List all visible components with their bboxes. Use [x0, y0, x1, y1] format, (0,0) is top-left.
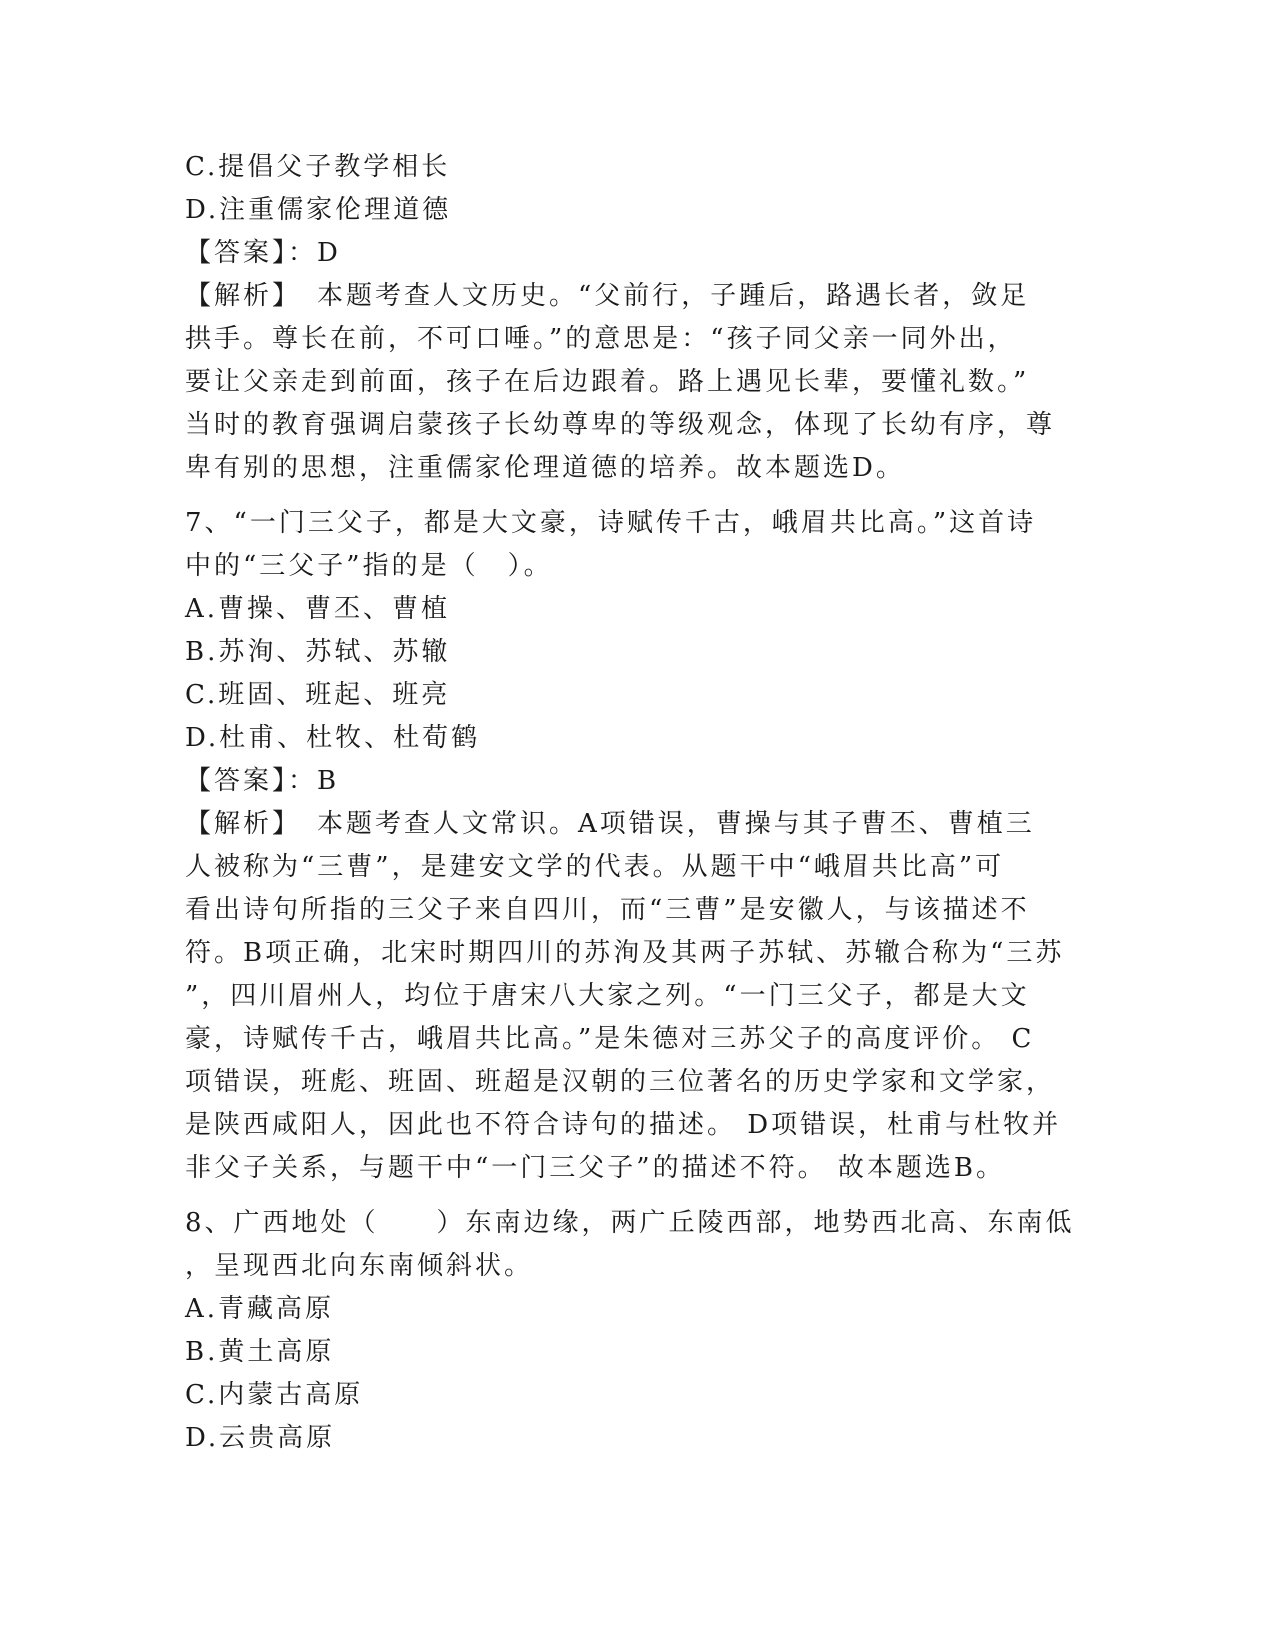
- option-b: B.黄土高原: [185, 1337, 335, 1367]
- question-stem-line: ，呈现西北向东南倾斜状。: [185, 1251, 534, 1281]
- option-d: D.杜甫、杜牧、杜荀鹤: [185, 723, 481, 753]
- analysis-line: 非父子关系，与题干中“一门三父子”的描述不符。 故本题选B。: [185, 1153, 1005, 1183]
- analysis-line: 符。B项正确，北宋时期四川的苏洵及其两子苏轼、苏辙合称为“三苏: [185, 938, 1065, 968]
- option-c: C.内蒙古高原: [185, 1380, 364, 1410]
- question-8: [185, 1202, 1085, 1460]
- analysis-line: 当时的教育强调启蒙孩子长幼尊卑的等级观念，体现了长幼有序，尊: [185, 410, 1056, 440]
- option-a: A.青藏高原: [185, 1294, 335, 1324]
- question-stem-line: 8、广西地处（ ）东南边缘，两广丘陵西部，地势西北高、东南低: [185, 1208, 1075, 1238]
- analysis-line: 人被称为“三曹”，是建安文学的代表。从题干中“峨眉共比高”可: [185, 852, 1005, 882]
- question-stem-line: 7、“一门三父子，都是大文豪，诗赋传千古，峨眉共比高。”这首诗: [185, 508, 1037, 538]
- option-a: A.曹操、曹丕、曹植: [185, 594, 451, 624]
- analysis-line: 【解析】 本题考查人文常识。A项错误，曹操与其子曹丕、曹植三: [185, 809, 1035, 839]
- option-b: B.苏洵、苏轼、苏辙: [185, 637, 451, 667]
- document-body: [185, 146, 1085, 1460]
- option-c: C.提倡父子教学相长: [185, 152, 451, 182]
- analysis-line: 看出诗句所指的三父子来自四川，而“三曹”是安徽人，与该描述不: [185, 895, 1030, 925]
- analysis-line: 要让父亲走到前面，孩子在后边跟着。路上遇见长辈，要懂礼数。”: [185, 367, 1030, 397]
- analysis-line: ”，四川眉州人，均位于唐宋八大家之列。“一门三父子，都是大文: [185, 981, 1030, 1011]
- analysis-line: 项错误，班彪、班固、班超是汉朝的三位著名的历史学家和文学家，: [185, 1067, 1056, 1097]
- option-c: C.班固、班起、班亮: [185, 680, 451, 710]
- option-d: D.注重儒家伦理道德: [185, 195, 452, 225]
- analysis-line: 是陕西咸阳人，因此也不符合诗句的描述。 D项错误，杜甫与杜牧并: [185, 1110, 1062, 1140]
- analysis-line: 拱手。尊长在前，不可口唾。”的意思是：“孩子同父亲一同外出，: [185, 324, 1017, 354]
- analysis-line: 【解析】 本题考查人文历史。“父前行，子踵后，路遇长者，敛足: [185, 281, 1030, 311]
- analysis-line: 卑有别的思想，注重儒家伦理道德的培养。故本题选D。: [185, 453, 905, 483]
- answer-line: 【答案】：D: [185, 238, 341, 268]
- answer-line: 【答案】：B: [185, 766, 340, 796]
- question-6-continuation: [185, 146, 1085, 490]
- question-stem-line: 中的“三父子”指的是（ ）。: [185, 551, 553, 581]
- option-d: D.云贵高原: [185, 1423, 336, 1453]
- analysis-line: 豪，诗赋传千古，峨眉共比高。”是朱德对三苏父子的高度评价。 C: [185, 1024, 1035, 1054]
- question-7: [185, 502, 1085, 1190]
